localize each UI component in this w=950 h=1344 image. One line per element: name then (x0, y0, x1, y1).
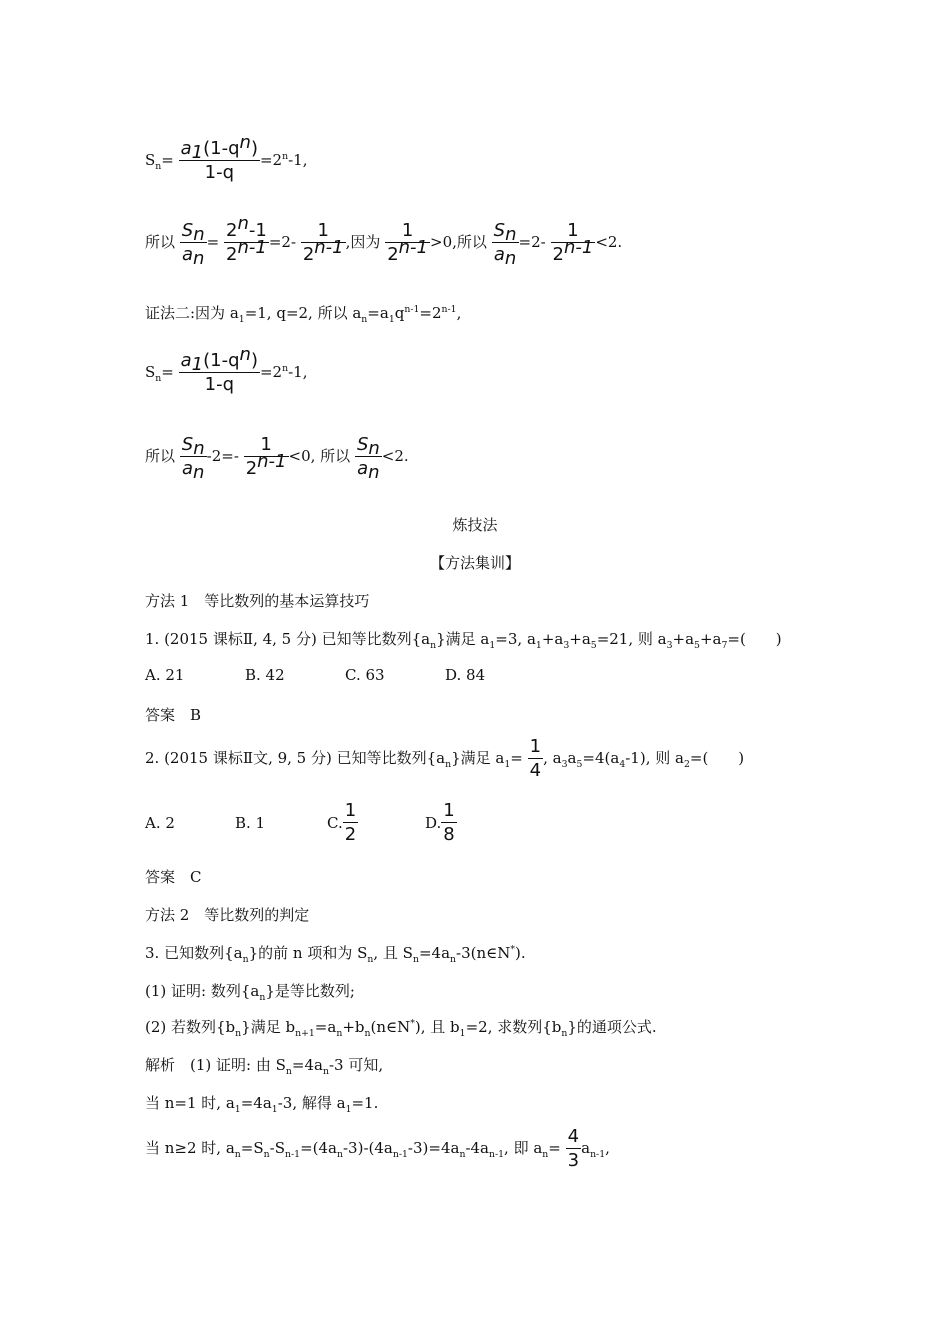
text: 所以 (145, 233, 176, 251)
question-1-answer: 答案 B (145, 706, 202, 724)
text: =2- (268, 233, 297, 251)
ratio-line-2: 所以 $\frac{S_n}{a_n}$ -2=- $\frac{1}{2^{n-1}}$ <0, 所以 $\frac{S_n}{a_n}$ <2. (145, 434, 409, 483)
sn-formula-line-2: $S_n=$ $\frac{a_1(1-q^n)}{1-q}$ $=2^n-1$, (145, 344, 308, 395)
option-c: C. 63 (345, 666, 385, 684)
option-d: D. $\frac{1}{8}$ (425, 800, 455, 845)
text: -1, (288, 151, 308, 169)
text: = (161, 151, 174, 169)
fraction-sn-an: $\frac{S_n}{a_n}$ (181, 220, 205, 269)
fraction: $\frac{1}{4}$ (529, 736, 542, 781)
text: >0,所以 (430, 233, 487, 251)
question-2-answer: 答案 C (145, 868, 202, 886)
frac-numerator: (1-q (203, 138, 240, 159)
fraction: $\frac{1}{2^{n-1}}$ (552, 220, 594, 265)
solution-line-1: 解析 (1) 证明: 由 $S_n=4a_n-3$ 可知, (145, 1056, 384, 1077)
fraction-sn-an: $\frac{S_n}{a_n}$ (356, 434, 380, 483)
fraction: $\frac{1}{2^{n-1}}$ (302, 220, 344, 265)
fraction: $\frac{2^n-1}{2^{n-1}}$ (226, 213, 267, 265)
section-title: 炼技法 (452, 516, 498, 534)
section-subtitle: 【方法集训】 (429, 554, 520, 572)
text: = (206, 233, 220, 251)
frac-numerator: ) (250, 138, 258, 159)
text: S (145, 151, 156, 169)
question-3-part-2: (2) 若数列$\{b_n\}$满足 $b_{n+1}=a_n+b_n(n\in N^*)$, 且 $b_1=2$, 求数列$\{b_n\}$的通项公式. (145, 1018, 657, 1039)
option-d: D. 84 (445, 666, 486, 684)
option-c: C. $\frac{1}{2}$ (327, 800, 357, 845)
solution-line-2: 当 n=1 时, $a_1=4a_1-3$, 解得 $a_1=1$. (145, 1094, 379, 1115)
option-a: A. 2 (145, 814, 175, 832)
method-2-heading: 方法 2 等比数列的判定 (145, 906, 310, 924)
superscript: n (282, 151, 289, 162)
question-3-part-1: (1) 证明: 数列$\{a_n\}$是等比数列; (145, 982, 355, 1003)
question-2: 2. (2015 课标Ⅱ文, 9, 5 分) 已知等比数列$\{a_n\}$满足 $a_1=$ $\frac{1}{4}$ , $a_3a_5=4(a_4-1)$, 则 $a_2=$( ) (145, 736, 745, 781)
solution-line-3: 当 n≥2 时, $a_n=S_n-S_{n-1}=(4a_n-3)-(4a_{n-1}-3)=4a_n-4a_{n-1}$, 即 $a_n=$ $\frac{4}{3}$ $a_{n-1}$, (145, 1126, 610, 1171)
text: =2 (259, 151, 283, 169)
superscript: n (239, 132, 251, 153)
question-3: 3. 已知数列$\{a_n\}$的前 n 项和为 $S_n$, 且 $S_n=4a_n-3(n\in N^*)$. (145, 944, 526, 965)
fraction: $\frac{4}{3}$ (567, 1126, 580, 1171)
ratio-line (145, 213, 623, 269)
option-b: B. 1 (235, 814, 266, 832)
text: <2. (595, 233, 623, 251)
question-2-options (145, 802, 645, 846)
fraction (179, 132, 260, 183)
frac-numerator: a (180, 138, 192, 159)
fraction: $\frac{1}{2^{n-1}}$ (387, 220, 428, 265)
question-1: 1. (2015 课标Ⅱ, 4, 5 分) 已知等比数列$\{a_n\}$满足 $a_1=3$, $a_1+a_3+a_5=21$, 则 $a_3+a_5+a_7=$( ) (145, 630, 782, 651)
fraction-sn-an: $\frac{S_n}{a_n}$ (181, 434, 205, 483)
text: =2- (518, 233, 546, 251)
fraction: $\frac{1}{2^{n-1}}$ (245, 434, 287, 479)
method-1-heading: 方法 1 等比数列的基本运算技巧 (145, 592, 370, 610)
proof-two-line: 证法二:因为 $a_1=1$, q=2, 所以 $a_n=a_1q^{n-1}=2^{n-1}$, (145, 304, 462, 325)
option-a: A. 21 (145, 666, 185, 684)
fraction: $\frac{a_1(1-q^n)}{1-q}$ (180, 344, 258, 395)
frac-denominator: 1-q (204, 162, 234, 183)
subscript: n (155, 161, 162, 172)
option-b: B. 42 (245, 666, 285, 684)
subscript: 1 (191, 142, 204, 163)
text: ,因为 (345, 233, 381, 251)
fraction-sn-an: $\frac{S_n}{a_n}$ (493, 220, 517, 269)
sn-formula-line-1 (145, 132, 308, 183)
